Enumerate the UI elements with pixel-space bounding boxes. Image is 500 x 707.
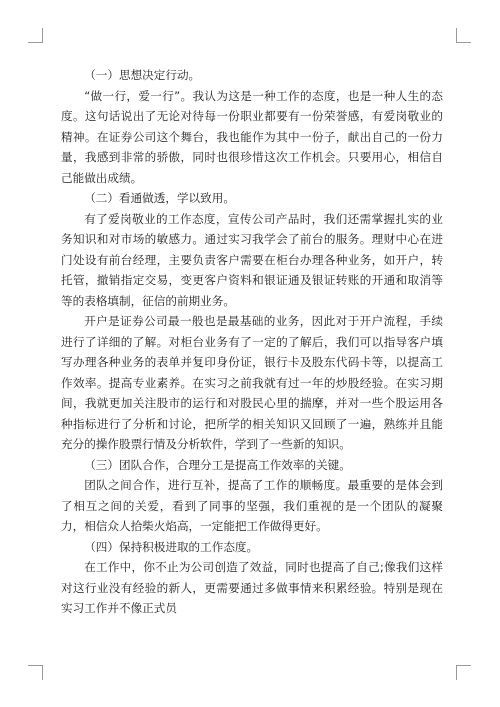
crop-mark-top-right bbox=[456, 28, 471, 43]
section-heading-3: （三）团队合作，合理分工是提高工作效率的关键。 bbox=[84, 457, 351, 472]
paragraph-4: 团队之间合作，进行互补，提高了工作的顺畅度。最重要的是体会到了相互之间的关爱，看到了同事的坚强，我们重视的是一个团队的凝聚力，相信众人拾柴火焰高，一定能把工作做得更好。 bbox=[61, 478, 443, 533]
paragraph-3: 开户是证券公司最一般也是最基础的业务，因此对于开户流程，手续进行了详细的了解。对柜台业务有了一定的了解后，我们可以指导客户填写办理各种业务的表单并复印身份证，银行卡及股东代码卡等，以提高工作效率。提高专业素养。在实习之前我就有过一年的炒股经验。在实习期间，我就更加关注股市的运行和对股民心里的揣摩，并对一些个股运用各种指标进行了分析和讨论，把所学的相关知识又回顾了一遍，熟练并且能充分的操作股票行情及分析软件，学到了一些新的知识。 bbox=[61, 314, 443, 451]
paragraph-1: “做一行，爱一行”。我认为这是一种工作的态度，也是一种人生的态度。这句话说出了无论对待每一份职业都要有一份荣誉感，有爱岗敬业的精神。在证券公司这个舞台，我也能作为其中一份子，献出自己的一份力量，我感到非常的骄傲，同时也很珍惜这次工作机会。只要用心，相信自己能做出成绩。 bbox=[61, 88, 443, 185]
paragraph-5: 在工作中，你不止为公司创造了效益，同时也提高了自己;像我们这样对这行业没有经验的新人，更需要通过多做事情来积累经验。特别是现在实习工作并不像正式员 bbox=[61, 560, 443, 615]
crop-mark-bottom-right bbox=[456, 665, 471, 680]
section-heading-2: （二）看通做透，学以致用。 bbox=[84, 191, 235, 205]
paragraph-2: 有了爱岗敬业的工作态度，宣传公司产品时，我们还需掌握扎实的业务知识和对市场的敏感力。通过实习我学会了前台的服务。理财中心在进门处设有前台经理，主要负责客户需要在柜台办理各种业务，如开户，转托管，撤销指定交易，变更客户资料和银证通及银证转账的开通和取消等等的表格填制，征信的前期业务。 bbox=[61, 211, 443, 308]
section-heading-4: （四）保持积极进取的工作态度。 bbox=[84, 539, 259, 554]
document-body bbox=[61, 65, 443, 619]
crop-mark-top-left bbox=[28, 28, 43, 43]
crop-mark-bottom-left bbox=[28, 665, 43, 680]
section-heading-1: （一）思想决定行动。 bbox=[84, 68, 201, 82]
